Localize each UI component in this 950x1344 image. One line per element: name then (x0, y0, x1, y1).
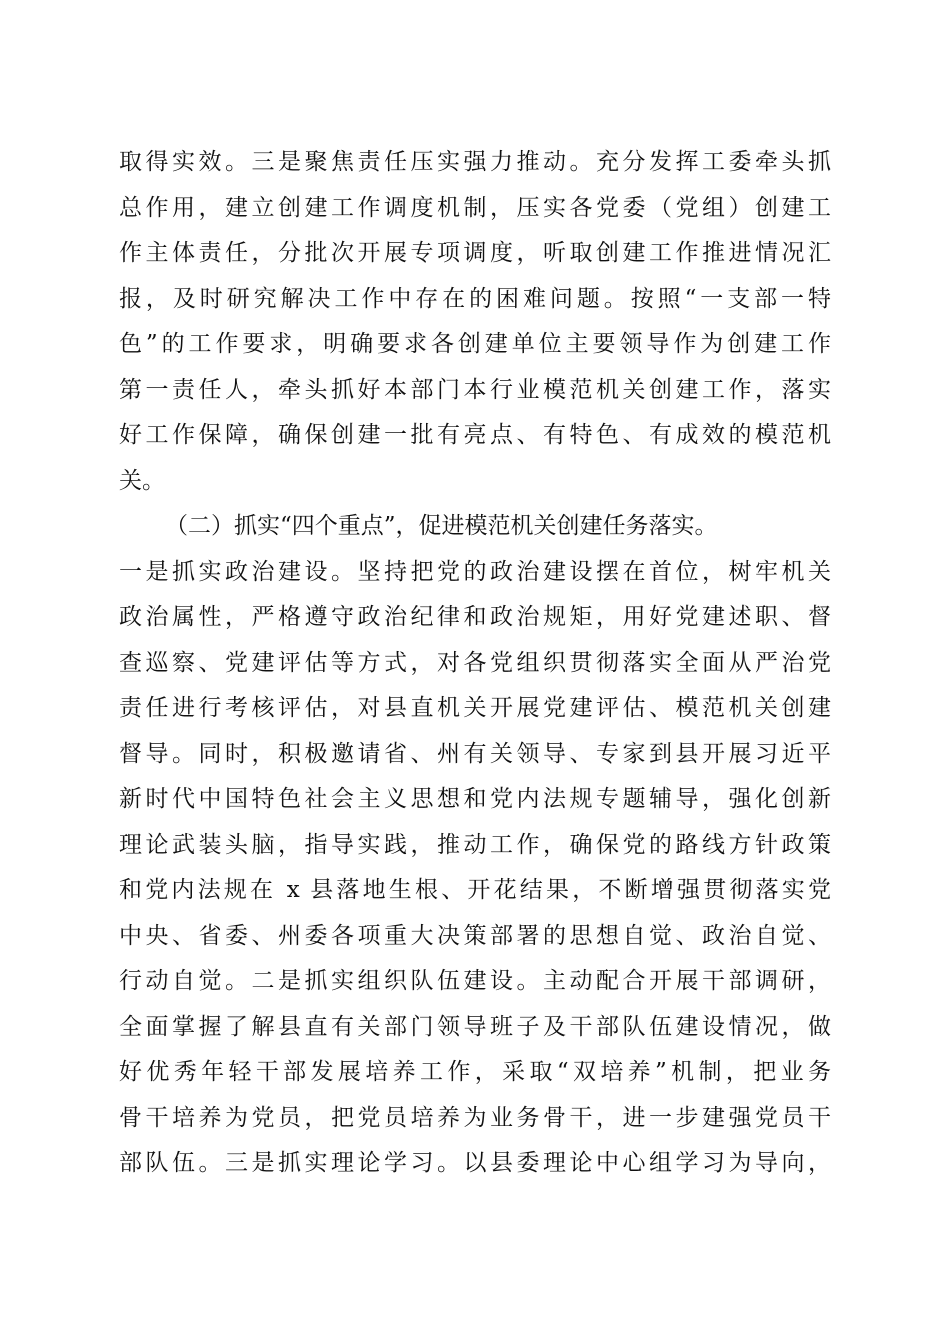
text-line: 总作用，建立创建工作调度机制，压实各党委（党组）创建工 (119, 194, 831, 221)
text-line: 好优秀年轻干部发展培养工作，采取“双培养”机制，把业务 (119, 1059, 831, 1085)
text-line: 中央、省委、州委各项重大决策部署的思想自觉、政治自觉、 (119, 922, 831, 949)
text-line: 好工作保障，确保创建一批有亮点、有特色、有成效的模范机 (119, 422, 831, 448)
text-line: 部队伍。三是抓实理论学习。以县委理论中心组学习为导向， (119, 1150, 831, 1176)
text-line: 责任进行考核评估，对县直机关开展党建评估、模范机关创建 (119, 695, 831, 721)
text-line: 和党内法规在 x 县落地生根、开花结果，不断增强贯彻落实党 (119, 877, 831, 903)
text-line: 作主体责任，分批次开展专项调度，听取创建工作推进情况汇 (119, 240, 831, 266)
text-line: 全面掌握了解县直有关部门领导班子及干部队伍建设情况，做 (119, 1013, 831, 1040)
text-line: 政治属性，严格遵守政治纪律和政治规矩，用好党建述职、督 (119, 604, 831, 630)
paragraph-1 (119, 140, 831, 504)
text-line: 骨干培养为党员，把党员培养为业务骨干，进一步建强党员干 (119, 1104, 831, 1131)
text-line: 一是抓实政治建设。坚持把党的政治建设摆在首位，树牢机关 (119, 558, 831, 585)
text-line: 关。 (119, 467, 165, 494)
text-line: 查巡察、党建评估等方式，对各党组织贯彻落实全面从严治党 (119, 649, 831, 676)
text-line: 第一责任人，牵头抓好本部门本行业模范机关创建工作，落实 (119, 376, 831, 403)
section-heading-line: （二）抓实“四个重点”，促进模范机关创建任务落实。 (165, 513, 718, 539)
paragraph-2 (119, 504, 831, 1187)
text-line: 新时代中国特色社会主义思想和党内法规专题辅导，强化创新 (119, 786, 831, 812)
text-line: 督导。同时，积极邀请省、州有关领导、专家到县开展习近平 (119, 740, 831, 767)
text-line: 色”的工作要求，明确要求各创建单位主要领导作为创建工作 (119, 331, 831, 357)
text-line: 取得实效。三是聚焦责任压实强力推动。充分发挥工委牵头抓 (119, 149, 831, 175)
text-line: 理论武装头脑，指导实践，推动工作，确保党的路线方针政策 (119, 831, 831, 858)
document-body (119, 140, 831, 1187)
text-line: 行动自觉。二是抓实组织队伍建设。主动配合开展干部调研， (119, 968, 831, 994)
text-line: 报，及时研究解决工作中存在的困难问题。按照“一支部一特 (119, 285, 831, 312)
